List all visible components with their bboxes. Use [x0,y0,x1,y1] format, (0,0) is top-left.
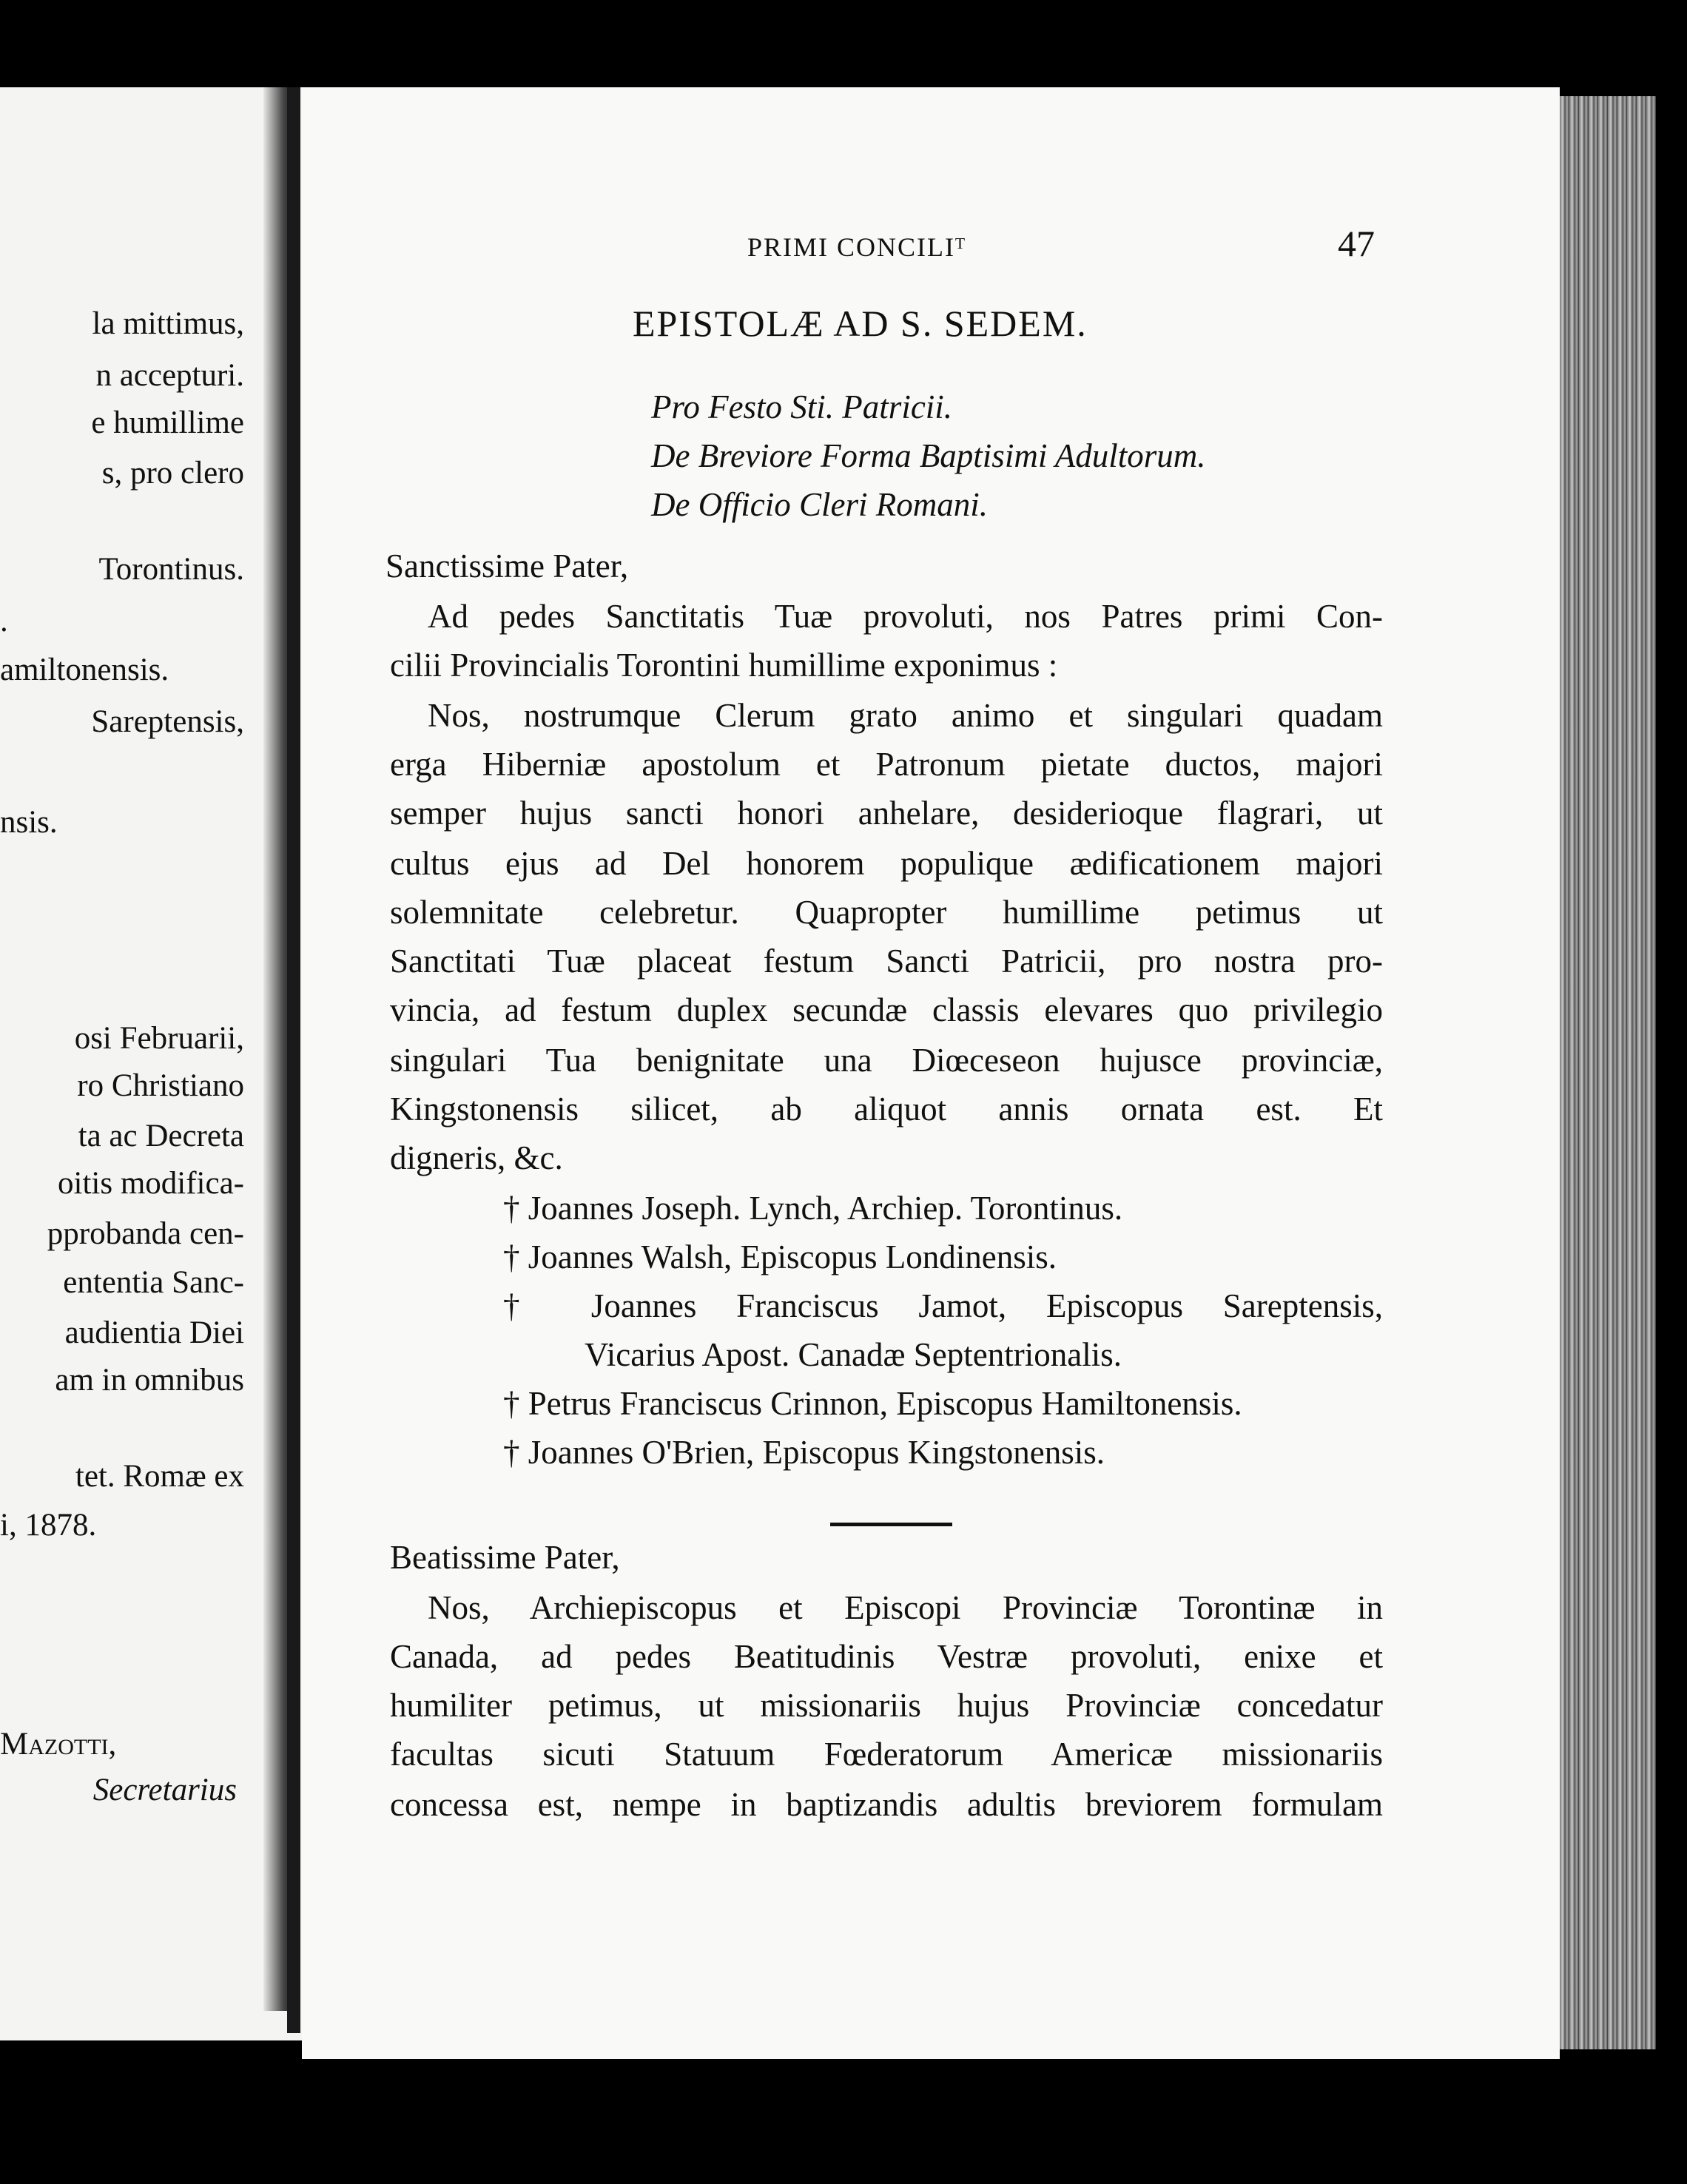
text-line: facultas sicuti Statuum Fœderatorum Americæ missionariis [390,1736,1383,1773]
text-line: cilii Provincialis Torontini humillime exponimus : [390,647,1058,684]
left-page-line: i, 1878. [0,1508,97,1543]
text-line: solemnitate celebretur. Quapropter humillime petimus ut [390,894,1383,931]
text-line: semper hujus sancti honori anhelare, desiderioque flagrari, ut [390,795,1383,832]
text-line: Kingstonensis silicet, ab aliquot annis ornata est. Et [390,1091,1383,1128]
subtitle: Pro Festo Sti. Patricii. [651,388,953,425]
text-line: Sanctitati Tuæ placeat festum Sancti Patricii, pro nostra pro- [390,943,1383,980]
left-page-line: n accepturi. [95,358,244,393]
text-line: digneris, &c. [390,1139,563,1176]
salutation: Beatissime Pater, [390,1539,620,1576]
text-line: cultus ejus ad Del honorem populique ædificationem majori [390,845,1383,882]
section-title: EPISTOLÆ AD S. SEDEM. [633,303,1088,344]
text-line: concessa est, nempe in baptizandis adultis breviorem formulam [390,1786,1383,1823]
left-page-line: e humillime [91,405,244,440]
page-edges [1560,96,1656,2049]
text-line: vincia, ad festum duplex secundæ classis elevares quo privilegio [390,991,1383,1028]
left-page-line: osi Februarii, [74,1021,244,1056]
text-line: erga Hiberniæ apostolum et Patronum pietate ductos, majori [390,746,1383,783]
left-page-line: ententia Sanc- [63,1265,244,1300]
left-page-line: oitis modifica- [58,1166,244,1201]
signature: † Joannes O'Brien, Episcopus Kingstonensis. [503,1434,1105,1471]
text-line: humiliter petimus, ut missionariis hujus Provinciæ concedatur [390,1687,1383,1724]
page-number: 47 [1338,223,1375,264]
left-page-line: am in omnibus [55,1363,244,1398]
signature: † Joannes Joseph. Lynch, Archiep. Torontinus. [503,1190,1123,1227]
left-page-line: la mittimus, [92,306,244,341]
left-page-line: tet. Romæ ex [75,1459,244,1494]
left-page-line: amiltonensis. [0,653,169,687]
signature-continuation: Vicarius Apost. Canadæ Septentrionalis. [585,1336,1122,1373]
signature: † Joannes Walsh, Episcopus Londinensis. [503,1238,1057,1275]
text-line: singulari Tua benignitate una Diœceseon hujusce provinciæ, [390,1042,1383,1079]
text-line: Nos, Archiepiscopus et Episcopi Provinciæ Torontinæ in [428,1589,1383,1626]
left-page-line: Secretarius [92,1773,237,1807]
salutation: Sanctissime Pater, [385,547,629,584]
text-line: Ad pedes Sanctitatis Tuæ provoluti, nos Patres primi Con- [428,598,1383,635]
gutter-band [287,87,300,2033]
left-page-line: . [0,604,8,638]
text-line: Nos, nostrumque Clerum grato animo et singulari quadam [428,697,1383,734]
signature: † Joannes Franciscus Jamot, Episcopus Sareptensis, [503,1287,1383,1324]
left-page-line: Mazotti, [0,1727,117,1762]
left-page-line: ta ac Decreta [78,1119,244,1153]
divider-rule [830,1523,952,1526]
running-head: PRIMI CONCILIᵀ [747,232,967,262]
left-page-line: nsis. [0,805,58,840]
left-page-line: pprobanda cen- [47,1216,244,1251]
signature: † Petrus Franciscus Crinnon, Episcopus Hamiltonensis. [503,1385,1242,1422]
left-page-line: s, pro clero [101,456,244,491]
text-line: Canada, ad pedes Beatitudinis Vestræ provoluti, enixe et [390,1638,1383,1675]
left-page-line: audientia Diei [64,1315,244,1350]
left-page-line: Torontinus. [98,552,244,587]
left-page-line: Sareptensis, [91,704,244,739]
subtitle: De Breviore Forma Baptisimi Adultorum. [651,437,1206,474]
subtitle: De Officio Cleri Romani. [651,486,988,523]
left-page-line: ro Christiano [77,1068,244,1103]
